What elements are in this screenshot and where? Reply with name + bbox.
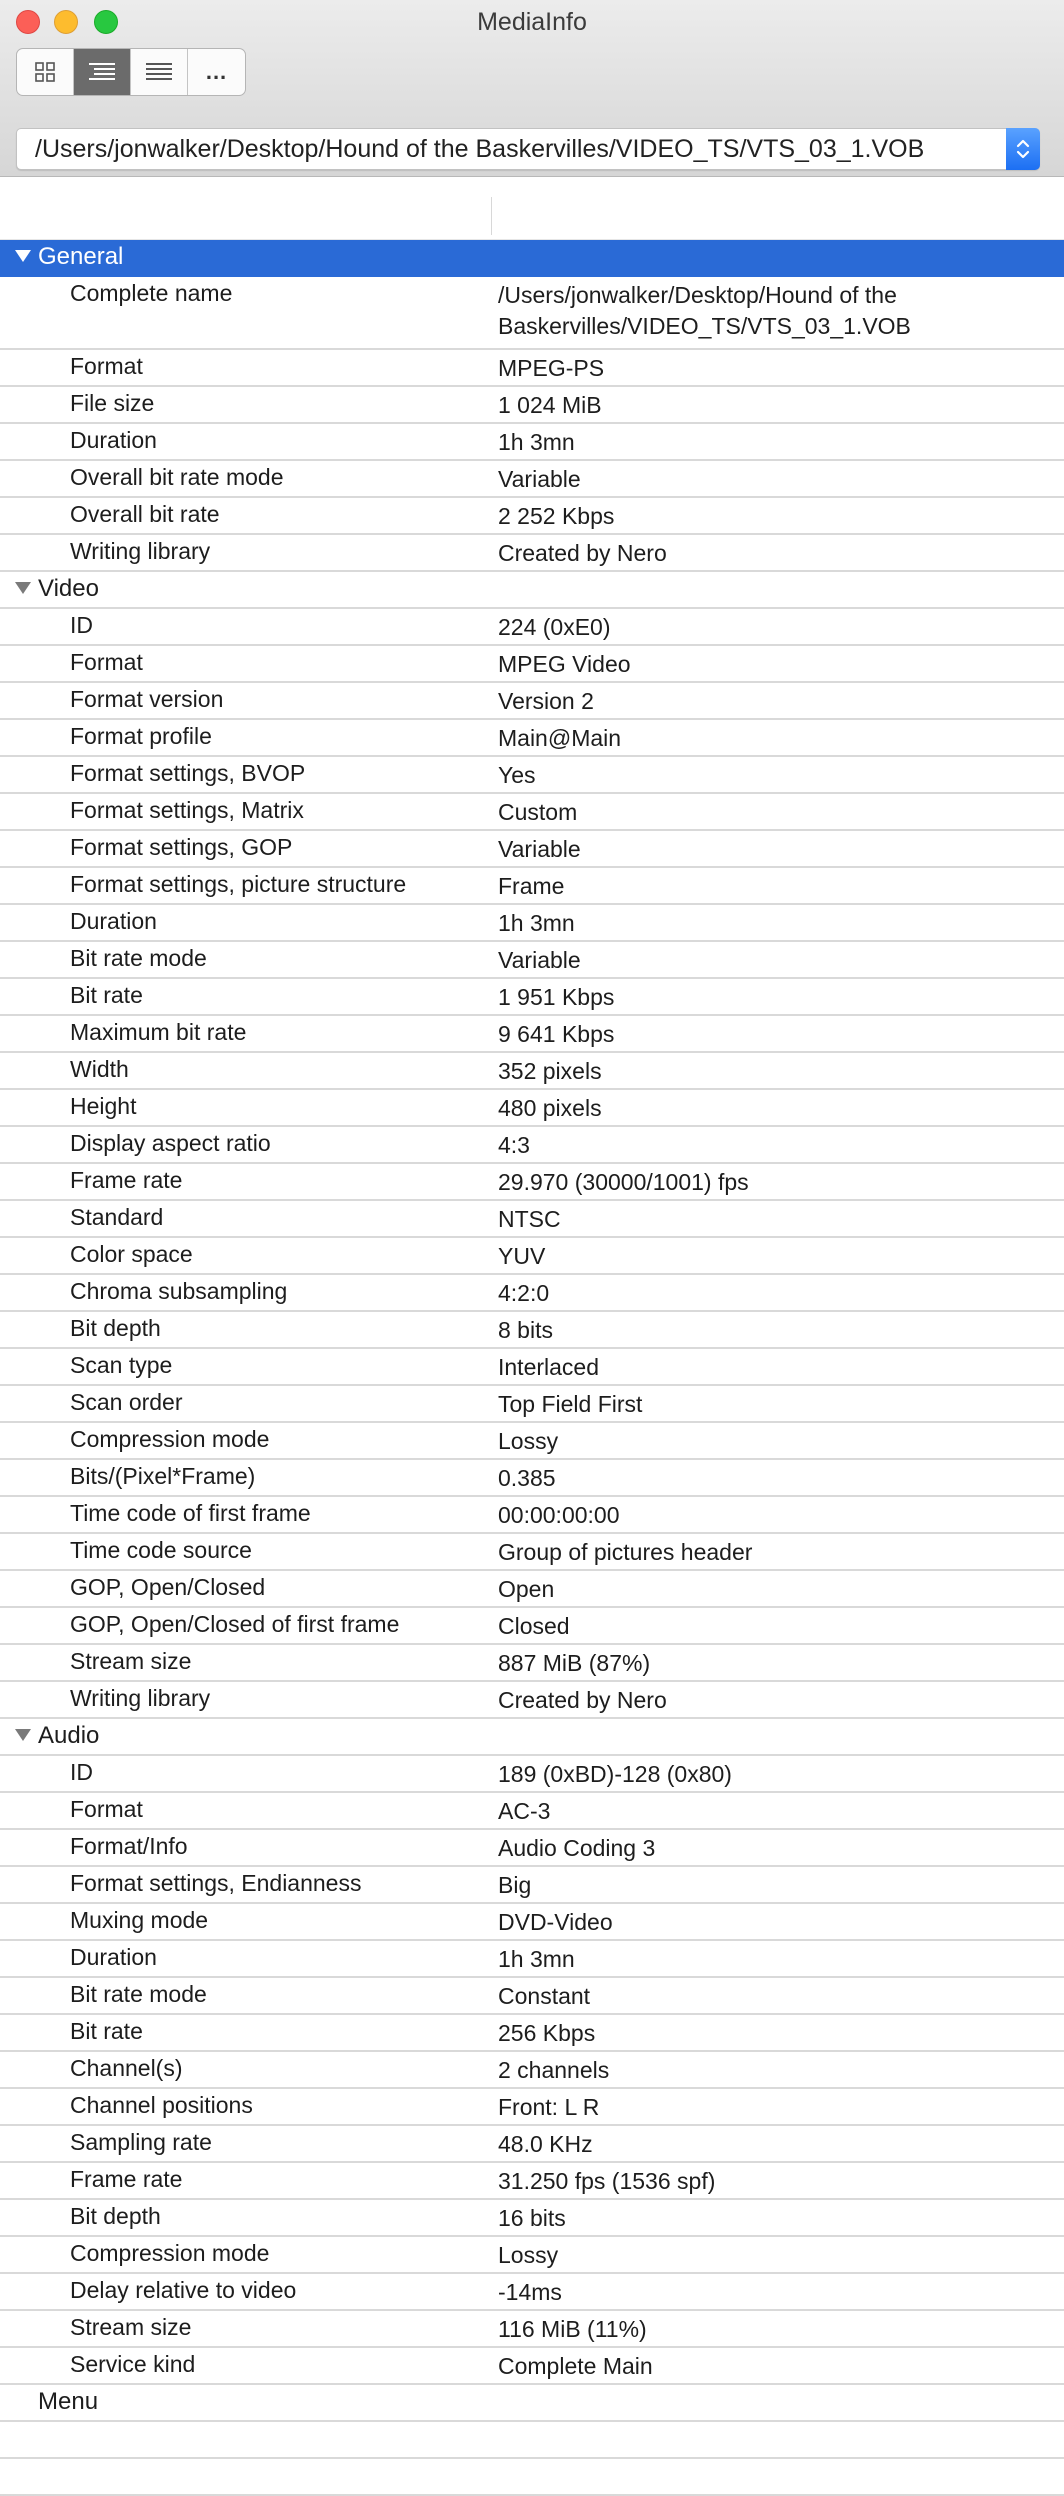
field-value: 1h 3mn	[498, 1946, 575, 1972]
info-row[interactable]	[0, 424, 1064, 461]
field-name: Bit depth	[70, 1315, 161, 1341]
info-row[interactable]	[0, 1608, 1064, 1645]
field-value: 1 024 MiB	[498, 392, 602, 418]
field-name: Format settings, Matrix	[70, 797, 304, 823]
field-value: NTSC	[498, 1206, 561, 1232]
field-name: Overall bit rate	[70, 501, 220, 527]
field-name: ID	[70, 612, 93, 638]
info-row[interactable]	[0, 2089, 1064, 2126]
empty-row	[0, 2422, 1064, 2459]
field-name: Sampling rate	[70, 2129, 212, 2155]
section-label: Video	[38, 575, 99, 602]
view-mode-toolbar	[16, 48, 246, 96]
field-value: DVD-Video	[498, 1909, 613, 1935]
field-name: Bit rate	[70, 2018, 143, 2044]
field-name: Duration	[70, 427, 157, 453]
field-value: Constant	[498, 1983, 591, 2009]
field-name: Duration	[70, 1944, 157, 1970]
field-value: MPEG-PS	[498, 355, 605, 381]
field-name: Format settings, Endianness	[70, 1870, 362, 1896]
field-value: YUV	[498, 1243, 546, 1269]
field-value: 189 (0xBD)-128 (0x80)	[498, 1761, 732, 1787]
column-divider[interactable]	[491, 197, 492, 235]
field-name: Format/Info	[70, 1833, 188, 1859]
field-value: 31.250 fps (1536 spf)	[498, 2168, 716, 2194]
field-value: Variable	[498, 947, 581, 973]
field-value: 480 pixels	[498, 1095, 602, 1121]
field-name: Channel(s)	[70, 2055, 183, 2081]
field-name: Writing library	[70, 1685, 211, 1711]
info-row[interactable]	[0, 831, 1064, 868]
field-value: 2 252 Kbps	[498, 503, 615, 529]
field-name: Format	[70, 1796, 143, 1822]
field-value: Variable	[498, 466, 581, 492]
field-name: Stream size	[70, 1648, 192, 1674]
field-value: 16 bits	[498, 2205, 566, 2231]
field-name: Service kind	[70, 2351, 196, 2377]
info-row[interactable]	[0, 609, 1064, 646]
info-row[interactable]	[0, 1830, 1064, 1867]
field-name: Bit rate	[70, 982, 143, 1008]
field-name: Bit depth	[70, 2203, 161, 2229]
section-label: Audio	[38, 1722, 100, 1749]
field-name: Writing library	[70, 538, 211, 564]
info-row[interactable]	[0, 1164, 1064, 1201]
info-row[interactable]	[0, 2237, 1064, 2274]
section-label: General	[38, 243, 124, 270]
column-header	[0, 177, 1064, 240]
section-video[interactable]	[0, 572, 1064, 609]
info-row[interactable]	[0, 1201, 1064, 1238]
info-row[interactable]	[0, 2274, 1064, 2311]
field-name: ID	[70, 1759, 93, 1785]
file-path-value: /Users/jonwalker/Desktop/Hound of the Baskervilles/VIDEO_TS/VTS_03_1.VOB	[35, 135, 925, 163]
field-value: Top Field First	[498, 1391, 643, 1417]
info-row[interactable]	[0, 2015, 1064, 2052]
info-row[interactable]	[0, 1349, 1064, 1386]
text-view-button[interactable]	[131, 49, 188, 95]
info-row[interactable]	[0, 350, 1064, 387]
field-value: -14ms	[498, 2279, 562, 2305]
field-value: Closed	[498, 1613, 570, 1639]
info-row[interactable]	[0, 1534, 1064, 1571]
more-views-button[interactable]: ...	[205, 59, 228, 84]
field-name: Display aspect ratio	[70, 1130, 271, 1156]
field-value: 4:2:0	[498, 1280, 550, 1306]
info-row[interactable]	[0, 2163, 1064, 2200]
field-name: Frame rate	[70, 1167, 183, 1193]
field-name: Format settings, GOP	[70, 834, 293, 860]
field-value: Lossy	[498, 2242, 559, 2268]
field-value: Lossy	[498, 1428, 559, 1454]
field-name: Channel positions	[70, 2092, 253, 2118]
field-name: Overall bit rate mode	[70, 464, 284, 490]
field-value: 256 Kbps	[498, 2020, 596, 2046]
field-name: Format	[70, 353, 143, 379]
chevron-updown-icon	[1015, 136, 1031, 162]
field-value: 224 (0xE0)	[498, 614, 611, 640]
field-name: GOP, Open/Closed	[70, 1574, 266, 1600]
field-name: Stream size	[70, 2314, 192, 2340]
field-value: Variable	[498, 836, 581, 862]
info-row[interactable]	[0, 1978, 1064, 2015]
field-name: Color space	[70, 1241, 193, 1267]
info-row[interactable]	[0, 683, 1064, 720]
field-name: Compression mode	[70, 1426, 270, 1452]
info-row[interactable]	[0, 1941, 1064, 1978]
field-value: Custom	[498, 799, 578, 825]
field-name: Chroma subsampling	[70, 1278, 288, 1304]
info-row[interactable]	[0, 1645, 1064, 1682]
field-name: Format	[70, 649, 143, 675]
info-row[interactable]	[0, 1016, 1064, 1053]
info-row[interactable]	[0, 2311, 1064, 2348]
field-name: Time code of first frame	[70, 1500, 311, 1526]
field-name: Complete name	[70, 280, 233, 306]
info-tree	[0, 240, 1064, 2496]
info-row[interactable]	[0, 646, 1064, 683]
field-name: Standard	[70, 1204, 164, 1230]
field-value: Audio Coding 3	[498, 1835, 656, 1861]
field-name: Maximum bit rate	[70, 1019, 247, 1045]
field-name: Duration	[70, 908, 157, 934]
empty-row	[0, 2459, 1064, 2496]
info-row[interactable]	[0, 1867, 1064, 1904]
info-row[interactable]	[0, 1423, 1064, 1460]
disclosure-triangle-icon[interactable]	[14, 581, 32, 595]
info-row[interactable]	[0, 720, 1064, 757]
field-value: 0.385	[498, 1465, 556, 1491]
info-row[interactable]	[0, 2348, 1064, 2385]
field-name: Compression mode	[70, 2240, 270, 2266]
audio-rows	[0, 1756, 1064, 2385]
info-row[interactable]	[0, 2052, 1064, 2089]
field-name: Muxing mode	[70, 1907, 209, 1933]
disclosure-triangle-icon[interactable]	[14, 249, 32, 263]
field-value: Created by Nero	[498, 540, 667, 566]
field-value: 352 pixels	[498, 1058, 602, 1084]
field-value: 116 MiB (11%)	[498, 2316, 647, 2342]
field-value: Frame	[498, 873, 565, 899]
file-path-select[interactable]	[16, 128, 1040, 170]
field-value: 48.0 KHz	[498, 2131, 593, 2157]
grid-icon	[34, 61, 56, 83]
field-value: Version 2	[498, 688, 594, 714]
text-list-icon	[145, 61, 173, 83]
window-title: MediaInfo	[477, 8, 587, 36]
info-row[interactable]	[0, 1571, 1064, 1608]
info-row[interactable]	[0, 387, 1064, 424]
field-value: Main@Main	[498, 725, 622, 751]
general-rows	[0, 277, 1064, 572]
field-name: Scan type	[70, 1352, 173, 1378]
info-row[interactable]	[0, 1682, 1064, 1719]
info-row[interactable]	[0, 1238, 1064, 1275]
info-row[interactable]	[0, 979, 1064, 1016]
field-name: Format version	[70, 686, 224, 712]
field-value: Front: L R	[498, 2094, 600, 2120]
field-name: Format profile	[70, 723, 212, 749]
info-row[interactable]	[0, 1127, 1064, 1164]
field-value: 29.970 (30000/1001) fps	[498, 1169, 749, 1195]
basic-view-button[interactable]	[17, 49, 74, 95]
field-value: AC-3	[498, 1798, 551, 1824]
info-row[interactable]	[0, 794, 1064, 831]
field-name: Bit rate mode	[70, 945, 207, 971]
info-row[interactable]	[0, 1275, 1064, 1312]
field-name: Height	[70, 1093, 137, 1119]
title-bar	[0, 0, 1064, 177]
field-value: Big	[498, 1872, 532, 1898]
field-value: 2 channels	[498, 2057, 610, 2083]
field-value: 1 951 Kbps	[498, 984, 615, 1010]
info-row[interactable]	[0, 1053, 1064, 1090]
field-name: Format settings, picture structure	[70, 871, 407, 897]
field-value: 9 641 Kbps	[498, 1021, 615, 1047]
info-row[interactable]	[0, 1793, 1064, 1830]
field-value: Open	[498, 1576, 555, 1602]
info-row[interactable]	[0, 1497, 1064, 1534]
field-value: Created by Nero	[498, 1687, 667, 1713]
disclosure-triangle-icon[interactable]	[14, 1728, 32, 1742]
field-name: Delay relative to video	[70, 2277, 297, 2303]
field-name: Time code source	[70, 1537, 252, 1563]
info-row[interactable]	[0, 1460, 1064, 1497]
tree-view-button[interactable]	[74, 49, 131, 95]
info-row[interactable]	[0, 498, 1064, 535]
info-row[interactable]	[0, 905, 1064, 942]
info-row[interactable]	[0, 1312, 1064, 1349]
field-value: Interlaced	[498, 1354, 600, 1380]
info-row[interactable]	[0, 2126, 1064, 2163]
field-value: /Users/jonwalker/Desktop/Hound of the Baskervilles/VIDEO_TS/VTS_03_1.VOB	[498, 282, 911, 339]
section-general[interactable]	[0, 240, 1064, 277]
section-audio[interactable]	[0, 1719, 1064, 1756]
info-row[interactable]	[0, 535, 1064, 572]
field-name: GOP, Open/Closed of first frame	[70, 1611, 400, 1637]
info-row[interactable]	[0, 2200, 1064, 2237]
field-value: 00:00:00:00	[498, 1502, 620, 1528]
info-row[interactable]	[0, 1756, 1064, 1793]
video-rows	[0, 609, 1064, 1719]
section-menu[interactable]	[0, 2385, 1064, 2422]
field-value: 8 bits	[498, 1317, 553, 1343]
field-value: Complete Main	[498, 2353, 653, 2379]
tree-list-icon	[88, 61, 116, 83]
field-value: 887 MiB (87%)	[498, 1650, 651, 1676]
field-value: Yes	[498, 762, 536, 788]
section-label: Menu	[38, 2388, 99, 2415]
field-value: 1h 3mn	[498, 910, 575, 936]
info-row[interactable]	[0, 1904, 1064, 1941]
field-value: 4:3	[498, 1132, 530, 1158]
field-value: 1h 3mn	[498, 429, 575, 455]
info-row[interactable]	[0, 942, 1064, 979]
info-row[interactable]	[0, 277, 1064, 350]
info-row[interactable]	[0, 757, 1064, 794]
field-name: Width	[70, 1056, 129, 1082]
info-row[interactable]	[0, 461, 1064, 498]
field-name: Bit rate mode	[70, 1981, 207, 2007]
info-row[interactable]	[0, 868, 1064, 905]
info-row[interactable]	[0, 1386, 1064, 1423]
field-name: Frame rate	[70, 2166, 183, 2192]
field-name: File size	[70, 390, 155, 416]
info-row[interactable]	[0, 1090, 1064, 1127]
field-value: MPEG Video	[498, 651, 631, 677]
field-name: Bits/(Pixel*Frame)	[70, 1463, 256, 1489]
path-popup-button[interactable]	[1006, 128, 1040, 170]
field-name: Format settings, BVOP	[70, 760, 306, 786]
field-name: Scan order	[70, 1389, 183, 1415]
field-value: Group of pictures header	[498, 1539, 753, 1565]
